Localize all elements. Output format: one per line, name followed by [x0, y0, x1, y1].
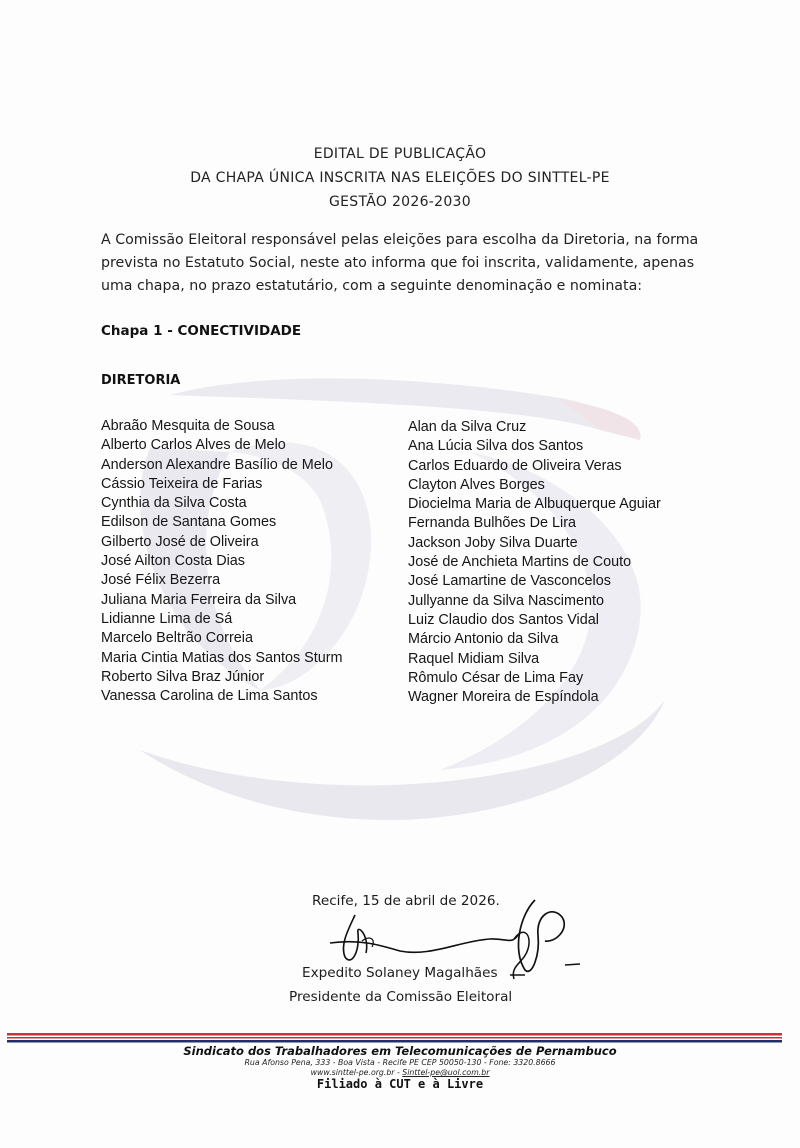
- signer-role: Presidente da Comissão Eleitoral: [289, 989, 513, 1005]
- member-name: José Félix Bezerra: [101, 572, 221, 589]
- member-name: Lidianne Lima de Sá: [101, 610, 233, 627]
- member-name: Edilson de Santana Gomes: [101, 514, 277, 531]
- member-name: Clayton Alves Borges: [408, 476, 545, 493]
- member-name: Ana Lúcia Silva dos Santos: [408, 438, 584, 455]
- chapa-title: Chapa 1 - CONECTIVIDADE: [101, 323, 302, 339]
- member-name: Rômulo César de Lima Fay: [408, 669, 584, 686]
- member-name: Cássio Teixeira de Farias: [101, 475, 263, 492]
- member-name: Marcelo Beltrão Correia: [101, 630, 253, 647]
- footer-email[interactable]: Sinttel-pe@uol.com.br: [402, 1068, 490, 1077]
- edital-subtitle: DA CHAPA ÚNICA INSCRITA NAS ELEIÇÕES DO SINTTEL-PE: [190, 170, 610, 186]
- member-name: Raquel Midiam Silva: [408, 650, 540, 667]
- member-name: Juliana Maria Ferreira da Silva: [101, 591, 297, 608]
- footer-website[interactable]: www.sinttel-pe.org.br -: [310, 1068, 400, 1077]
- member-name: Jullyanne da Silva Nascimento: [408, 592, 604, 609]
- member-name: Wagner Moreira de Espíndola: [408, 689, 599, 706]
- member-name: Roberto Silva Braz Júnior: [101, 668, 265, 685]
- member-name: Anderson Alexandre Basílio de Melo: [101, 456, 333, 473]
- member-name: José Lamartine de Vasconcelos: [408, 573, 611, 590]
- members-left-column: [101, 417, 343, 706]
- place-date: Recife, 15 de abril de 2026.: [312, 893, 500, 909]
- member-name: Carlos Eduardo de Oliveira Veras: [408, 457, 622, 474]
- signer-name: Expedito Solaney Magalhães: [302, 965, 498, 981]
- member-name: Gilberto José de Oliveira: [101, 533, 259, 550]
- member-name: Jackson Joby Silva Duarte: [408, 534, 578, 551]
- edital-term: GESTÃO 2026-2030: [329, 194, 471, 210]
- member-name: Vanessa Carolina de Lima Santos: [101, 688, 318, 705]
- member-name: Abraão Mesquita de Sousa: [101, 418, 275, 434]
- member-name: Cynthia da Silva Costa: [101, 495, 247, 512]
- members-right-column: [408, 418, 661, 707]
- member-name: Fernanda Bulhões De Lira: [408, 515, 576, 532]
- footer-contacts: [0, 1068, 800, 1077]
- member-name: Alberto Carlos Alves de Melo: [101, 437, 286, 454]
- member-name: Diocielma Maria de Albuquerque Aguiar: [408, 496, 661, 513]
- member-name: Maria Cintia Matias dos Santos Sturm: [101, 649, 343, 666]
- member-name: Luiz Claudio dos Santos Vidal: [408, 611, 599, 628]
- member-name: Alan da Silva Cruz: [408, 419, 527, 435]
- footer-address: Rua Afonso Pena, 333 - Boa Vista - Recife PE CEP 50050-130 - Fone: 3320.8666: [244, 1058, 556, 1067]
- member-name: Márcio Antonio da Silva: [408, 631, 559, 648]
- member-name: José Ailton Costa Dias: [101, 553, 245, 570]
- handwritten-signature: [300, 895, 600, 985]
- edital-title: EDITAL DE PUBLICAÇÃO: [313, 146, 487, 162]
- intro-line: prevista no Estatuto Social, neste ato informa que foi inscrita, validamente, apenas: [101, 255, 695, 271]
- intro-line: A Comissão Eleitoral responsável pelas eleições para escolha da Diretoria, na forma: [101, 232, 699, 248]
- intro-paragraph: [101, 229, 701, 298]
- footer-affiliation: Filiado à CUT e à Livre: [316, 1077, 484, 1091]
- diretoria-heading: DIRETORIA: [101, 373, 181, 388]
- intro-line: uma chapa, no prazo estatutário, com a seguinte denominação e nominata:: [101, 278, 643, 294]
- footer-organization: Sindicato dos Trabalhadores em Telecomunicações de Pernambuco: [183, 1044, 617, 1058]
- member-name: José de Anchieta Martins de Couto: [408, 554, 632, 571]
- footer-divider: [7, 1033, 782, 1043]
